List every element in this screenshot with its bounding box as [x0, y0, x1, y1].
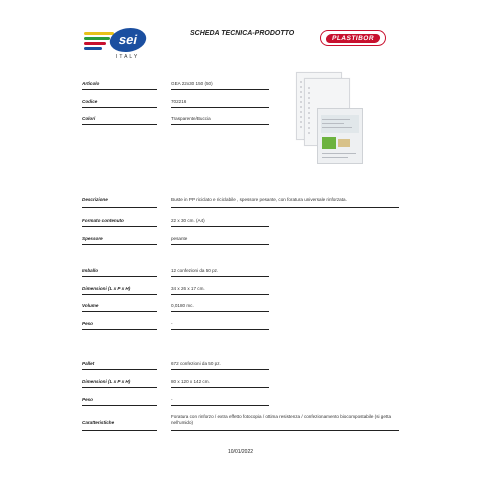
divider — [82, 329, 157, 330]
divider — [171, 387, 269, 388]
divider — [171, 107, 269, 108]
divider — [82, 89, 157, 90]
value-imballo: 12 confezioni da 50 pz. — [171, 268, 219, 273]
divider — [82, 226, 157, 227]
divider — [171, 226, 269, 227]
label-articolo: Articolo — [82, 81, 100, 86]
label-dimensioni-imballo: Dimensioni (L x P x H) — [82, 286, 131, 291]
divider — [171, 207, 399, 208]
divider — [171, 89, 269, 90]
divider — [171, 124, 269, 125]
label-peso-pallet: Peso — [82, 397, 93, 402]
value-formato-contenuto: 22 x 30 cm. (A4) — [171, 218, 205, 223]
divider — [82, 369, 157, 370]
label-colori: Colori — [82, 116, 96, 121]
divider — [82, 405, 157, 406]
sei-logo-sub: ITALY — [116, 54, 140, 60]
divider — [82, 107, 157, 108]
value-pallet: 672 confezioni da 50 pz. — [171, 361, 221, 366]
label-formato-contenuto: Formato contenuto — [82, 218, 124, 223]
divider — [171, 405, 269, 406]
divider — [82, 387, 157, 388]
divider — [171, 430, 399, 431]
value-peso-imballo: - — [171, 321, 173, 326]
document-title: SCHEDA TECNICA-PRODOTTO — [190, 30, 295, 37]
label-spessore: Spessore — [82, 236, 103, 241]
label-caratteristiche: Caratteristiche — [82, 420, 115, 425]
value-volume: 0,0180 mc. — [171, 303, 194, 308]
value-dimensioni-imballo: 34 x 26 x 17 cm. — [171, 286, 205, 291]
value-peso-pallet: - — [171, 397, 173, 402]
product-package — [317, 108, 363, 164]
label-imballo: Imballo — [82, 268, 99, 273]
divider — [82, 430, 157, 431]
value-descrizione: Buste in PP riciclato e riciclabile , spessore pesante, con foratura universale rinforzata. — [171, 197, 347, 202]
divider — [82, 244, 157, 245]
sei-logo-mark: sei — [107, 28, 148, 52]
plastibor-logo-text: PLASTIBOR — [325, 34, 381, 43]
divider — [82, 124, 157, 125]
label-peso-imballo: Peso — [82, 321, 93, 326]
sei-logo — [84, 24, 148, 60]
value-colori: Trasparente/Buccia — [171, 116, 211, 121]
value-caratteristiche: Foratura con rinforzo / extra effetto fotocopia / ottima resistenza / confezionamento biocompostabile (si getta nell'umido) — [171, 414, 392, 425]
document-date: 10/01/2022 — [228, 449, 254, 455]
divider — [171, 311, 269, 312]
divider — [171, 329, 269, 330]
divider — [171, 369, 269, 370]
label-volume: Volume — [82, 303, 99, 308]
label-pallet: Pallet — [82, 361, 95, 366]
divider — [82, 276, 157, 277]
label-dimensioni-pallet: Dimensioni (L x P x H) — [82, 379, 131, 384]
eco-badge-icon — [322, 137, 336, 149]
divider — [171, 244, 269, 245]
value-articolo: GEA 22x30 150 (50) — [171, 81, 213, 86]
plastibor-logo — [320, 30, 386, 46]
product-image — [292, 72, 364, 164]
value-dimensioni-pallet: 80 x 120 x 142 cm. — [171, 379, 210, 384]
value-spessore: pesante — [171, 236, 188, 241]
divider — [82, 207, 157, 208]
divider — [171, 294, 269, 295]
divider — [82, 311, 157, 312]
value-codice: 702216 — [171, 99, 187, 104]
label-codice: Codice — [82, 99, 98, 104]
divider — [171, 276, 269, 277]
divider — [82, 294, 157, 295]
label-descrizione: Descrizione — [82, 197, 108, 202]
